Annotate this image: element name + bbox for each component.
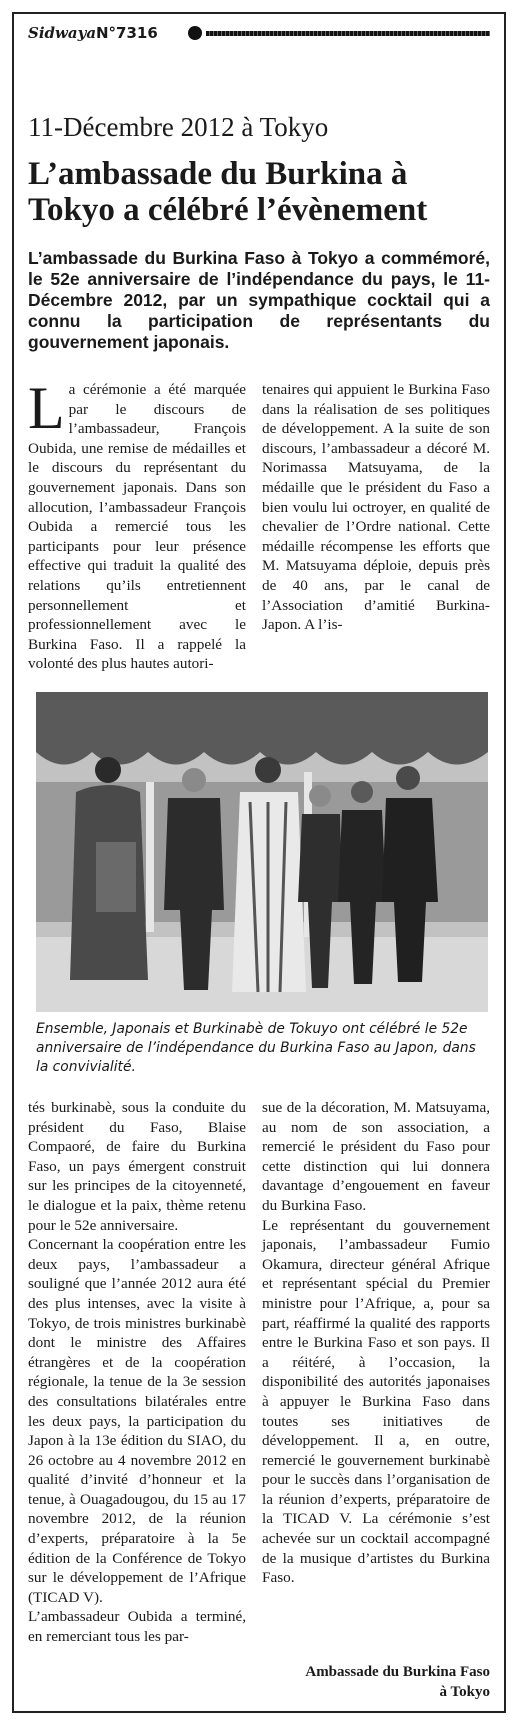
column-4-paragraph-1: sue de la décoration, M. Matsuyama, au nom de son association, a remercié le président du Faso pour cette distinction qui lui donnera davantage d’engouement en faveur du Burkina Faso.: [262, 1099, 490, 1214]
dateline: 11-Décembre 2012 à Tokyo: [28, 112, 329, 142]
bullet-dot-icon: [188, 26, 202, 40]
lead-paragraph: L’ambassade du Burkina Faso à Tokyo a commémoré, le 52e anniversaire de l’indépendance du pays, le 11-Décembre 2012, par un sympathique cocktail qui a connu la participation de représentants du gouvernement japonais.: [28, 248, 490, 352]
drop-cap: L: [28, 375, 65, 441]
column-3-paragraph-3: L’ambassadeur Oubida a terminé, en remerciant tous les par-: [28, 1608, 246, 1646]
column-4: [262, 1098, 490, 1588]
masthead-strip: [28, 22, 490, 46]
newspaper-name: Sidwaya: [28, 24, 97, 42]
column-2: [262, 380, 490, 635]
column-3-paragraph-2: Concernant la coopération entre les deux pays, l’ambassadeur a souligné que l’année 2012 aura été des plus intenses, avec la visite à Tokyo, de trois ministres burkinabè dont le ministre des Affaires étrangères et de la coopération régionale, la tenue de la 3e session des consultations bilatérales entre les deux pays, la participation du Japon à la 13e édition du SIAO, du 26 octobre au 4 novembre 2012 en qualité d’invité d’honneur et la tenue, à Ouagadougou, du 15 au 17 novembre 2012, de la réunion d’experts, préparatoire à la 5e édition de la Conférence de Tokyo sur le développement de l’Afrique (TICAD V).: [28, 1236, 246, 1606]
issue-number: N°7316: [96, 24, 158, 42]
column-3-paragraph-1: tés burkinabè, sous la conduite du président du Faso, Blaise Compaoré, de faire du Burkina Faso, un pays émergent construit sur les principes de la citoyenneté, le dialogue et la paix, thème retenu pour le 52e anniversaire.: [28, 1099, 246, 1234]
signature-line-1: Ambassade du Burkina Faso: [305, 1664, 490, 1680]
ceremony-photo: [36, 692, 488, 1012]
column-3: [28, 1098, 246, 1647]
column-1: [28, 375, 246, 674]
ceremony-photo-image: [36, 692, 488, 1012]
column-4-paragraph-2: Le représentant du gouvernement japonais, l’ambassadeur Fumio Okamura, directeur général Afrique et représentant spécial du Premier ministre pour l’Afrique, a, pour sa part, réaffirmé la qualité des rapports entre le Burkina Faso et son pays. Il a réitéré, à l’occasion, la disponibilité des autorités japonaises à appuyer le Burkina Faso dans toutes ses initiatives de développement. Il a, en outre, remercié le gouvernement burkinabè pour le succès dans l’organisation de la réunion d’experts, préparatoire de la TICAD V. La cérémonie s’est achevée sur un cocktail accompagné de la musique d’artistes du Burkina Faso.: [262, 1216, 490, 1587]
article-signature: [280, 1662, 490, 1702]
header-rule: [206, 31, 490, 36]
column-1-text: a cérémonie a été marquée par le discours de l’ambassadeur, François Oubida, une remise de médailles et le discours du représentant du gouvernement japonais. Dans son allocution, l’ambassadeur François Oubida a remercié tous les participants pour leur présence effective qui traduit la qualité des relations qu’ils entretiennent personnellement et professionnellement avec le Burkina Faso. Il a rappelé la volonté des plus hautes autori-: [28, 381, 246, 673]
photo-caption: Ensemble, Japonais et Burkinabè de Tokuyo ont célébré le 52e anniversaire de l’indépendance du Burkina Faso au Japon, dans la convivialité.: [36, 1021, 476, 1075]
signature-line-2: à Tokyo: [439, 1684, 490, 1700]
headline: L’ambassade du Burkina à Tokyo a célébré l’évènement: [28, 156, 428, 228]
column-2-text: tenaires qui appuient le Burkina Faso dans la réalisation de ses politiques de développement. A la suite de son discours, l’ambassadeur a décoré M. Norimassa Matsuyama, de la médaille que le président du Faso a bien voulu lui octroyer, en qualité de chevalier de l’Ordre national. Cette médaille récompense les efforts que M. Matsuyama déploie, depuis près de 40 ans, par le canal de l’Association d’amitié Burkina-Japon. A l’is-: [262, 381, 490, 634]
